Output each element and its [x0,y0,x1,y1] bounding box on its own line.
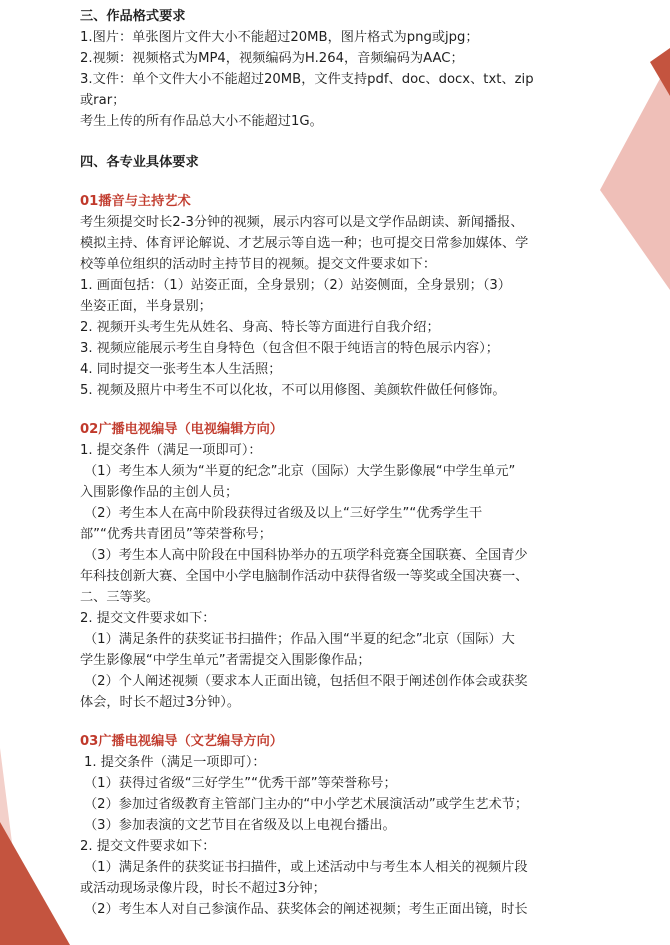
text-line: （2）考生本人对自己参演作品、获奖体会的阐述视频；考生正面出镜，时长 [84,902,528,917]
text-line: 考生须提交时长2-3分钟的视频，展示内容可以是文学作品朗读、新闻播报、 [80,215,524,230]
text-line: 二、三等奖。 [80,590,160,605]
text-line: 或rar； [80,93,126,108]
deco-triangle-right-large [600,60,670,290]
deco-triangle-left-dark [0,822,70,945]
text-line: 部”“优秀共青团员”等荣誉称号； [80,527,272,542]
text-line: 3. 视频应能展示考生自身特色（包含但不限于纯语言的特色展示内容）； [80,341,499,356]
text-line: 1. 提交条件（满足一项即可）： [80,443,262,458]
text-line: 考生上传的所有作品总大小不能超过1G。 [80,114,323,129]
text-line: 体会，时长不超过3分钟）。 [80,695,241,710]
text-line: 2. 提交文件要求如下： [80,611,216,626]
text-line: 2. 视频开头考生先从姓名、身高、特长等方面进行自我介绍； [80,320,440,335]
text-line: 或活动现场录像片段，时长不超过3分钟； [80,881,326,896]
text-line: 1. 提交条件（满足一项即可）： [84,755,266,770]
text-line: 2.视频：视频格式为MP4，视频编码为H.264，音频编码为AAC； [80,51,464,66]
text-line: 1. 画面包括：（1）站姿正面，全身景别；（2）站姿侧面，全身景别；（3） [80,278,511,293]
text-line: 年科技创新大赛、全国中小学电脑制作活动中获得省级一等奖或全国决赛一、 [80,569,529,584]
text-line: 2. 提交文件要求如下： [80,839,216,854]
document-body [80,6,600,920]
text-line: （1）满足条件的获奖证书扫描件；作品入围“半夏的纪念”北京（国际）大 [84,632,515,647]
deco-triangle-right-small [650,48,670,96]
spacer [80,401,600,419]
major-03-title: 03广播电视编导（文艺编导方向） [80,734,283,749]
spacer [80,713,600,731]
text-line: （2）个人阐述视频（要求本人正面出镜，包括但不限于阐述创作体会或获奖 [84,674,528,689]
text-line: （2）考生本人在高中阶段获得过省级及以上“三好学生”“优秀学生干 [84,506,483,521]
spacer [80,132,600,152]
text-line: （1）获得过省级“三好学生”“优秀干部”等荣誉称号； [84,776,397,791]
text-line: 校等单位组织的活动时主持节目的视频。提交文件要求如下： [80,257,437,272]
text-line: 4. 同时提交一张考生本人生活照； [80,362,282,377]
major-02-title: 02广播电视编导（电视编辑方向） [80,422,283,437]
deco-triangle-left-light [0,748,30,945]
text-line: （3）参加表演的文艺节目在省级及以上电视台播出。 [84,818,396,833]
section-3-title: 三、作品格式要求 [80,9,186,24]
section-4-title: 四、各专业具体要求 [80,155,199,170]
text-line: （1）考生本人须为“半夏的纪念”北京（国际）大学生影像展“中学生单元” [84,464,516,479]
text-line: 模拟主持、体育评论解说、才艺展示等自选一种；也可提交日常参加媒体、学 [80,236,529,251]
text-line: 坐姿正面，半身景别； [80,299,212,314]
text-line: 入围影像作品的主创人员； [80,485,239,500]
text-line: 3.文件：单个文件大小不能超过20MB，文件支持pdf、doc、docx、txt、zip [80,72,534,87]
text-line: 5. 视频及照片中考生不可以化妆，不可以用修图、美颜软件做任何修饰。 [80,383,506,398]
major-01-title: 01播音与主持艺术 [80,194,191,209]
text-line: （1）满足条件的获奖证书扫描件，或上述活动中与考生本人相关的视频片段 [84,860,528,875]
text-line: 学生影像展“中学生单元”者需提交入围影像作品； [80,653,371,668]
text-line: （3）考生本人高中阶段在中国科协举办的五项学科竞赛全国联赛、全国青少 [84,548,528,563]
text-line: （2）参加过省级教育主管部门主办的“中小学艺术展演活动”或学生艺术节； [84,797,529,812]
text-line: 1.图片：单张图片文件大小不能超过20MB，图片格式为png或jpg； [80,30,479,45]
spacer [80,173,600,191]
